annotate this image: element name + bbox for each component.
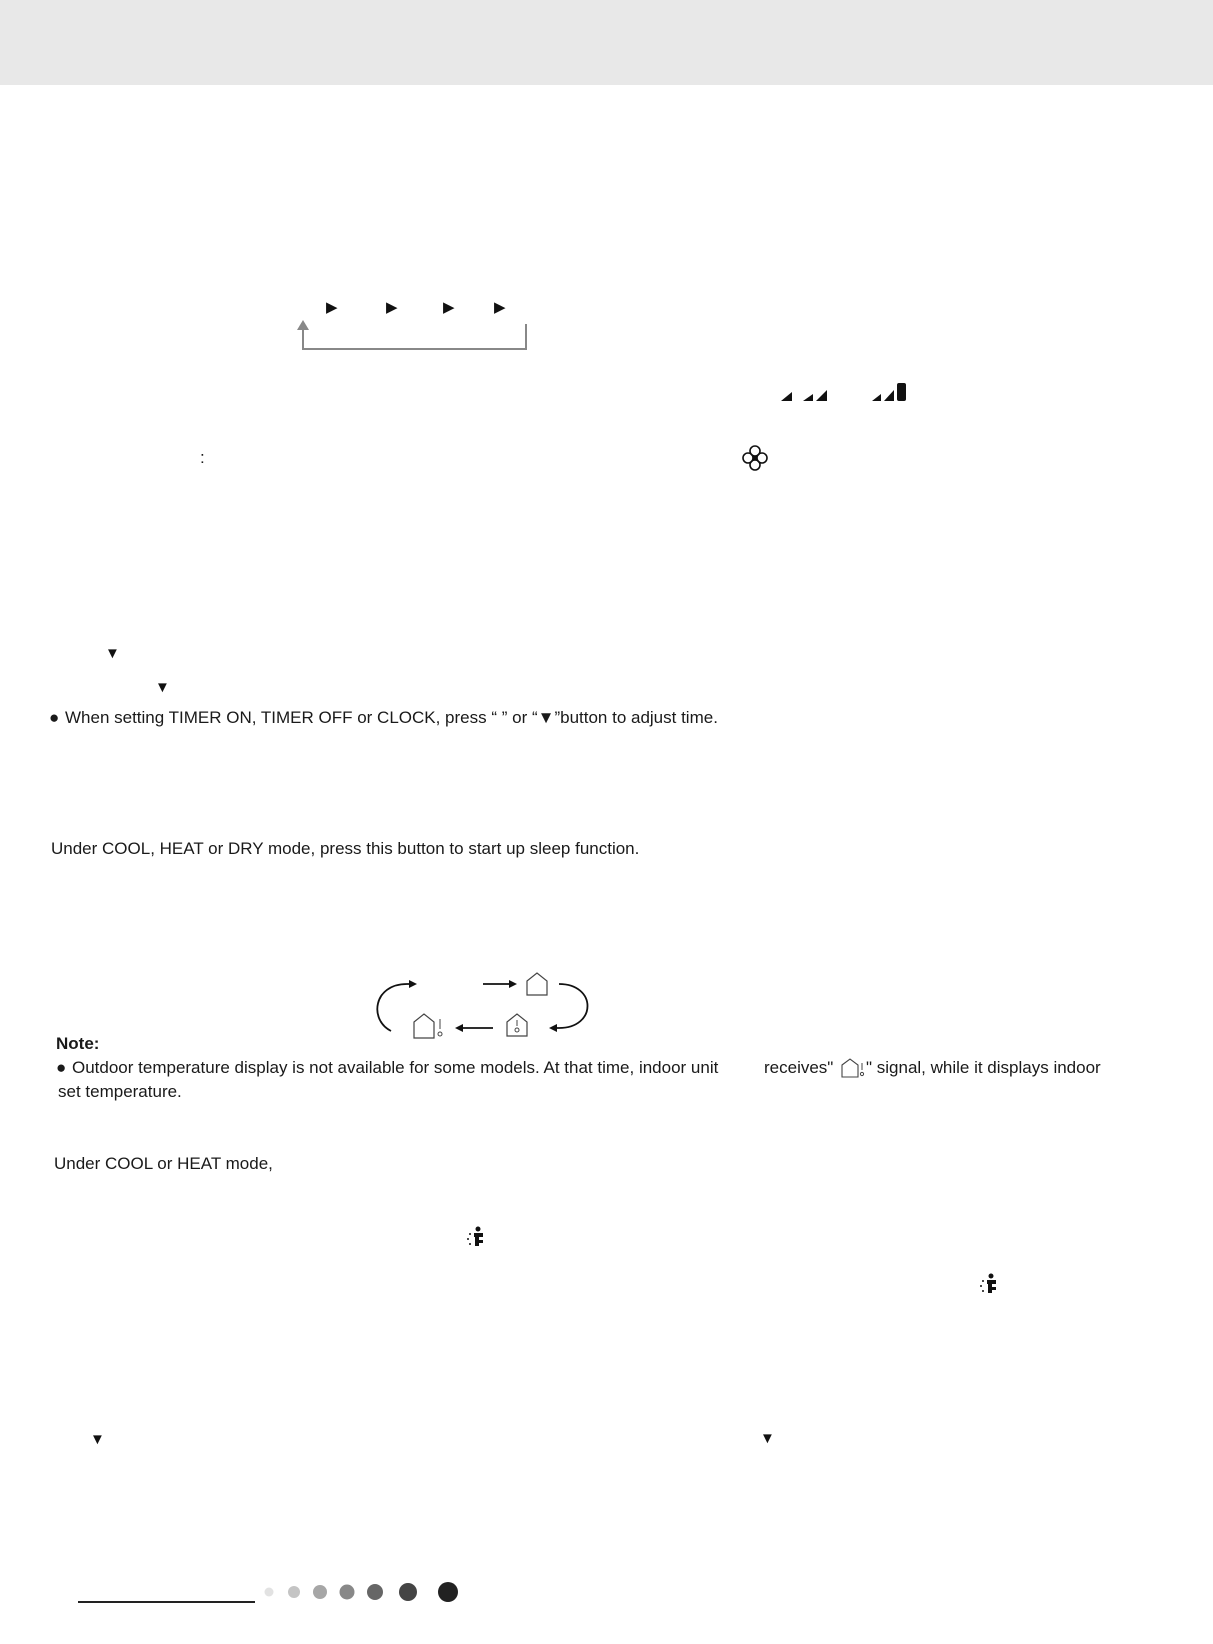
house-outdoor-inline-icon	[841, 1058, 867, 1078]
down-arrow-2: ▼	[155, 679, 170, 696]
footer-dot	[399, 1583, 417, 1601]
note-text-1b: receives"	[764, 1058, 834, 1077]
timer-adjust-text: When setting TIMER ON, TIMER OFF or CLOCK, press “ ” or “▼”button to adjust time.	[65, 708, 718, 727]
footer-dots	[260, 1577, 470, 1607]
sleep-text: Under COOL, HEAT or DRY mode, press this button to start up sleep function.	[51, 839, 640, 858]
fan-speed-low-icon	[781, 386, 793, 402]
footer-rule	[78, 1601, 255, 1603]
header-band	[0, 0, 1213, 85]
mode-arrow-2: ▶	[386, 299, 398, 316]
fan-speed-high-icon	[872, 382, 912, 402]
down-arrow-3: ▼	[90, 1431, 105, 1448]
mode-cycle-return-arrow	[296, 318, 528, 352]
timer-bullet: ●	[49, 708, 60, 727]
i-feel-person-icon-2	[979, 1273, 1001, 1295]
footer-dot	[288, 1586, 300, 1598]
note-text-1a: Outdoor temperature display is not available for some models. At that time, indoor unit	[72, 1058, 719, 1077]
fan-icon	[742, 445, 768, 471]
house-indoor-icon	[506, 1013, 528, 1037]
footer-dot	[367, 1584, 383, 1600]
mode-arrow-3: ▶	[443, 299, 455, 316]
note-text-2: set temperature.	[58, 1082, 182, 1101]
footer-dot	[265, 1588, 274, 1597]
footer-dot	[438, 1582, 458, 1602]
fan-speed-medium-icon	[803, 386, 829, 402]
house-outdoor-icon	[413, 1013, 447, 1039]
footer-dot	[313, 1585, 327, 1599]
note-title: Note:	[56, 1034, 100, 1053]
note-bullet: ●	[56, 1058, 67, 1077]
note-text-1c: " signal, while it displays indoor	[866, 1058, 1101, 1077]
mode-arrow-4: ▶	[494, 299, 506, 316]
temp-display-cycle	[375, 970, 607, 1040]
stray-colon: :	[200, 448, 205, 467]
footer-dot	[340, 1585, 355, 1600]
i-feel-person-icon	[466, 1226, 488, 1248]
ifeel-text: Under COOL or HEAT mode,	[54, 1154, 273, 1173]
down-arrow-1: ▼	[105, 645, 120, 662]
down-arrow-4: ▼	[760, 1430, 775, 1447]
mode-arrow-1: ▶	[326, 299, 338, 316]
house-icon	[526, 972, 548, 996]
